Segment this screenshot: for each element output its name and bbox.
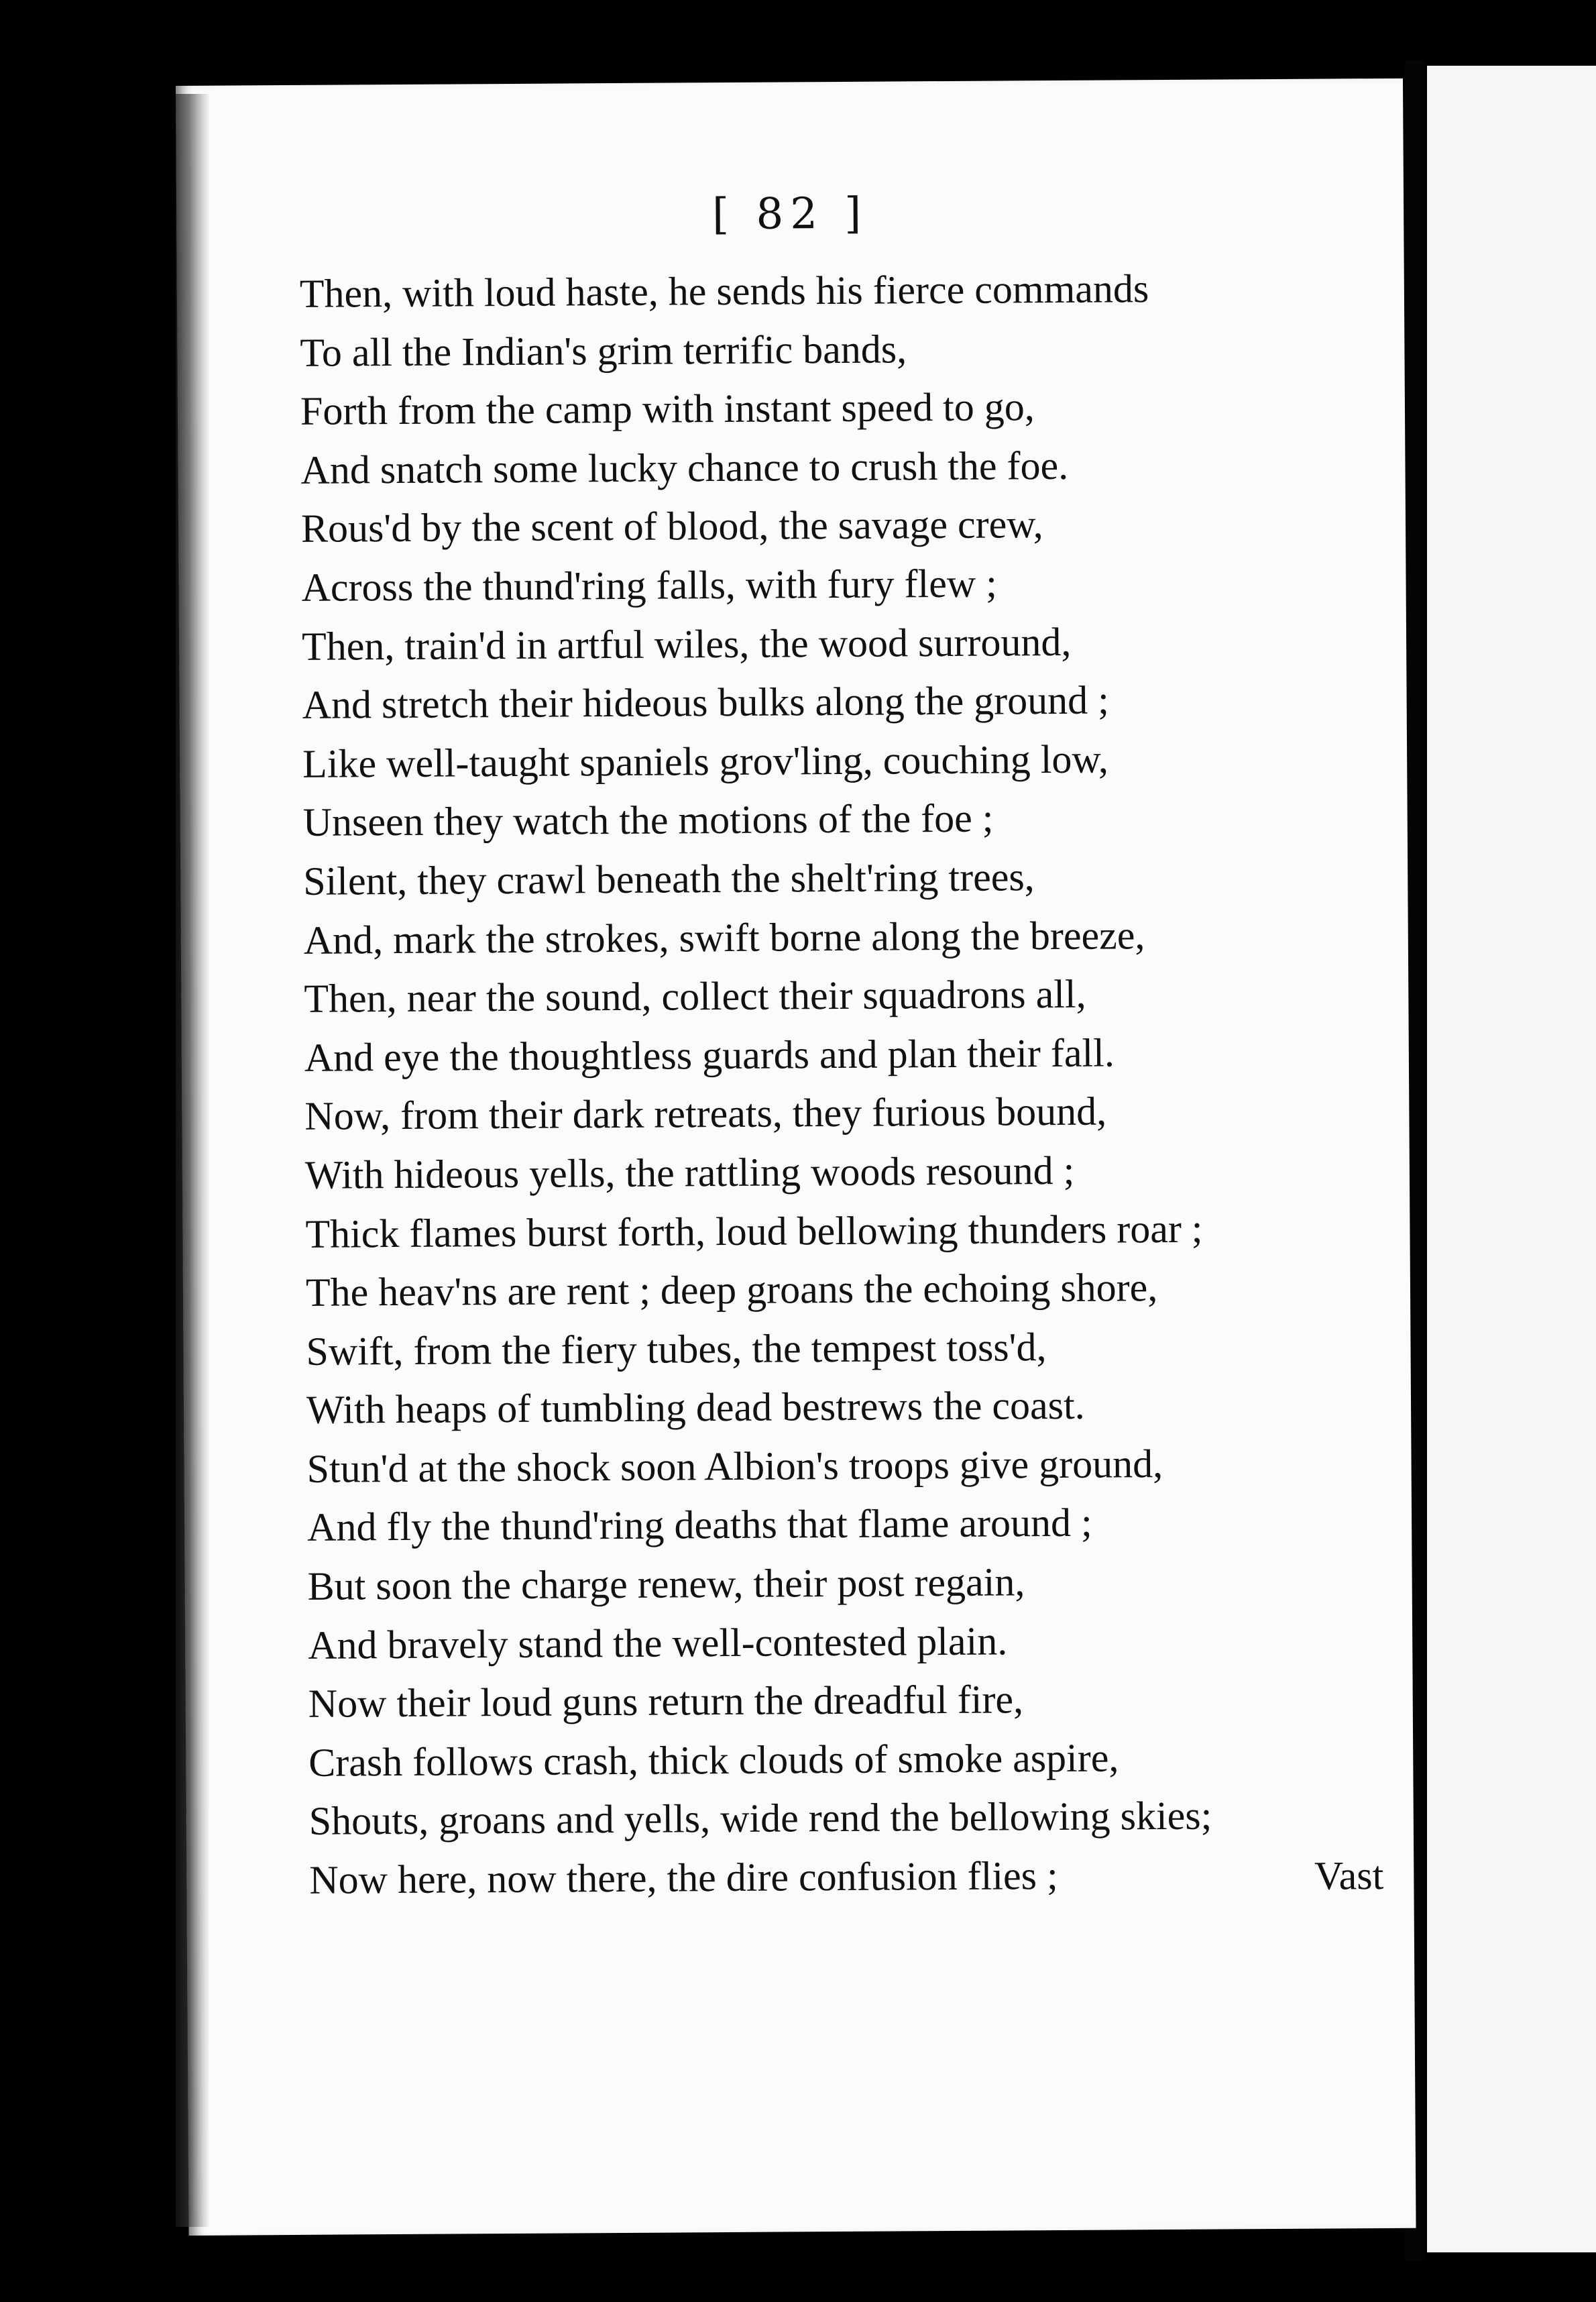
poem-line: And fly the thund'ring deaths that flame around ; bbox=[306, 1500, 1092, 1550]
page-number: [ 82 ] bbox=[711, 188, 868, 240]
binding-shadow bbox=[176, 94, 209, 2227]
poem-line: Thick flames burst forth, loud bellowing thunders roar ; bbox=[305, 1206, 1203, 1256]
poem-line: And bravely stand the well-contested plain. bbox=[308, 1619, 1008, 1667]
poem-line: And eye the thoughtless guards and plan their fall. bbox=[304, 1030, 1115, 1080]
poem-line: Silent, they crawl beneath the shelt'ring trees, bbox=[303, 855, 1035, 903]
poem-line: With heaps of tumbling dead bestrews the coast. bbox=[306, 1383, 1085, 1433]
poem-line: Then, with loud haste, he sends his fierce commands bbox=[299, 266, 1149, 316]
poem-line: Swift, from the fiery tubes, the tempest toss'd, bbox=[306, 1324, 1047, 1374]
poem-line: Now, from their dark retreats, they furious bound, bbox=[304, 1089, 1107, 1139]
poem-line: Rous'd by the scent of blood, the savage crew, bbox=[300, 502, 1043, 551]
poem-line: Stun'd at the shock soon Albion's troops give ground, bbox=[306, 1441, 1163, 1491]
poem-line: Across the thund'ring falls, with fury flew ; bbox=[301, 561, 998, 610]
poem-line: Forth from the camp with instant speed to go, bbox=[300, 384, 1035, 434]
poem-line: With hideous yells, the rattling woods resound ; bbox=[304, 1148, 1075, 1197]
poem-line: Crash follows crash, thick clouds of smoke aspire, bbox=[308, 1735, 1119, 1785]
poem-line: Then, near the sound, collect their squadrons all, bbox=[304, 971, 1086, 1021]
facing-page-edge bbox=[1427, 66, 1596, 2252]
poem-line: The heav'ns are rent ; deep groans the echoing shore, bbox=[305, 1265, 1158, 1315]
poem-line: But soon the charge renew, their post regain, bbox=[307, 1559, 1025, 1608]
poem-text bbox=[300, 258, 1410, 1910]
poem-line: Unseen they watch the motions of the foe ; bbox=[302, 796, 994, 845]
poem-line: And snatch some lucky chance to crush the foe. bbox=[300, 443, 1069, 492]
poem-line: Now here, now there, the dire confusion flies ; bbox=[309, 1853, 1058, 1902]
poem-line: And stretch their hideous bulks along the ground ; bbox=[302, 677, 1109, 728]
poem-line: To all the Indian's grim terrific bands, bbox=[300, 326, 907, 375]
poem-line: Like well-taught spaniels grov'ling, couching low, bbox=[302, 736, 1109, 786]
poem-line: And, mark the strokes, swift borne along the breeze, bbox=[303, 912, 1145, 963]
poem-line: Then, train'd in artful wiles, the wood surround, bbox=[301, 619, 1072, 669]
poem-line: Shouts, groans and yells, wide rend the bellowing skies; bbox=[308, 1794, 1212, 1844]
book-page bbox=[176, 78, 1416, 2236]
poem-line: Now their loud guns return the dreadful fire, bbox=[308, 1677, 1024, 1726]
catchword: Vast bbox=[1314, 1853, 1384, 1898]
